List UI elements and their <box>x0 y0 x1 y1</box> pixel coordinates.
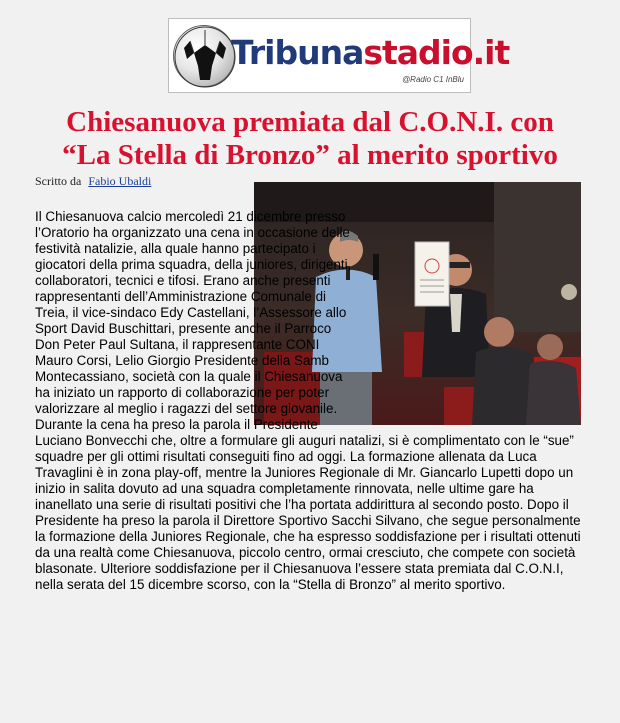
brand-name <box>231 33 509 73</box>
article-body <box>35 209 583 593</box>
site-logo[interactable] <box>168 18 510 93</box>
author-link[interactable]: Fabio Ubaldi <box>88 174 152 188</box>
brand-accent: stadio.it <box>363 33 510 72</box>
article-text: Il Chiesanuova calcio mercoledì 21 dicembre presso l’Oratorio ha organizzato una cena in occasione delle festività natalizie, alla quale hanno partecipato i giocatori della prima squadra, della juniores, dirigenti, collaboratori, tecnici e tifosi. Erano anche presenti rappresentanti dell’Amministrazione Comunale di Treia, il vice-sindaco Edy Castellani, l’Assessore allo Sport David Buschittari, presente anche il Parroco Don Peter Paul Sultana, il rappresentante CONI Mauro Corsi, Lelio Giorgio Presidente della Samb Montecassiano, società con la quale il Chiesanuova ha iniziato un rapporto di collaborazione per poter valorizzare al meglio i ragazzi del settore giovanile. Durante la cena ha preso la parola il Presidente Luciano Bonvecchi che, oltre a formulare gli auguri natalizi, si è complimentato con le “sue” squadre per gli ottimi risultati conseguiti fino ad oggi. La formazione allenata da Luca Travaglini è in zona play-off, mentre la Juniores Regionale di Mr. Giancarlo Lupetti dopo un inizio in salita dovuto ad una squadra completamente rinnovata, nelle ultime gare ha inanellato una serie di risultati positivi che l’ha portata addirittura al secondo posto. Dopo il Presidente ha preso la parola il Direttore Sportivo Sacchi Silvano, che segue personalmente la formazione della Juniores Regionale, che ha espresso soddisfazione per i risultati ottenuti da una realtà come Chiesanuova, piccolo centro, ormai cresciuto, che compete con società blasonate. Ulteriore soddisfazione per il Chiesanuova l’essere stata premiata dal C.O.N.I, nella serata del 15 dicembre scorso, con la “Stella di Bronzo” al merito sportivo. <box>35 209 581 592</box>
headline-line-1: Chiesanuova premiata dal C.O.N.I. con <box>66 106 554 138</box>
soccer-ball-icon <box>173 25 235 87</box>
photo-spacer <box>355 209 583 426</box>
headline-line-2: “La Stella di Bronzo” al merito sportivo <box>62 139 558 171</box>
byline <box>35 174 151 189</box>
byline-prefix: Scritto da <box>35 174 82 188</box>
article-headline <box>0 106 620 172</box>
brand-main: Tribuna <box>231 33 364 72</box>
brand-subtitle: @Radio C1 InBlu <box>402 75 464 84</box>
